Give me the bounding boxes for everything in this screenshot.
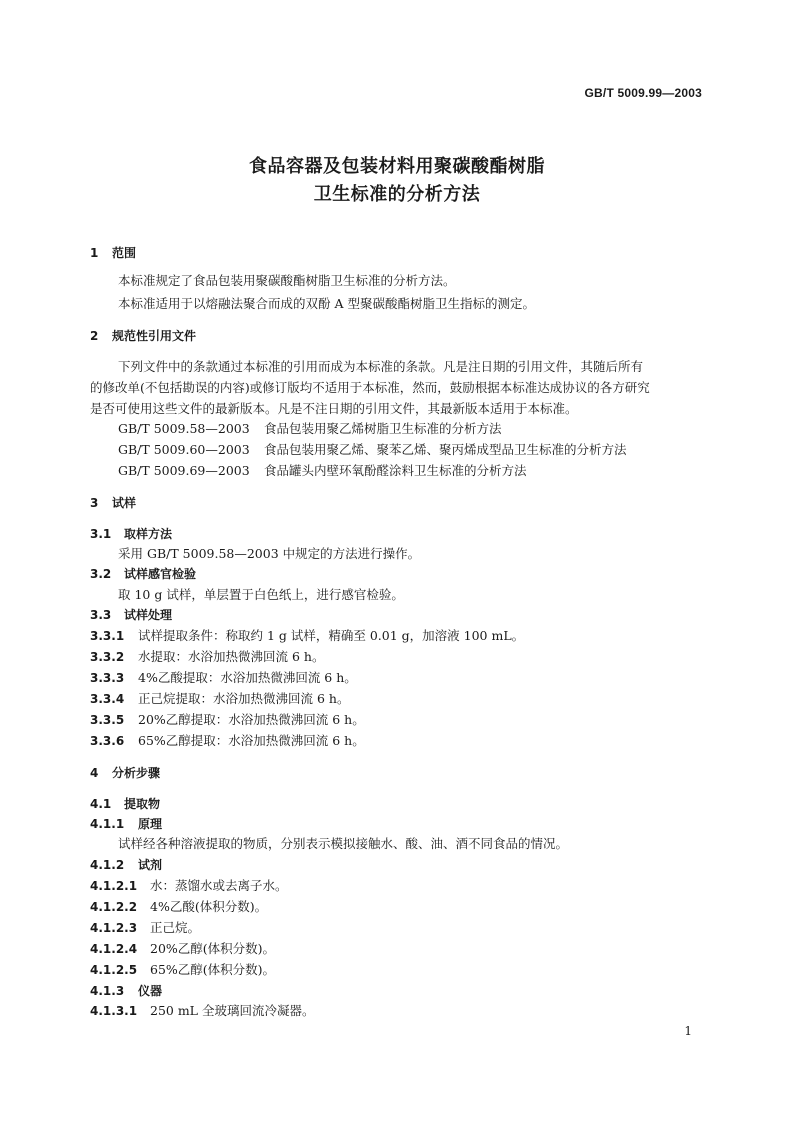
clause-number: 4.1.2.2 <box>90 900 138 914</box>
clause-text: 正己烷提取：水浴加热微沸回流 6 h。 <box>138 691 350 706</box>
reference-item <box>118 463 527 479</box>
document-title-line1: 食品容器及包装材料用聚碳酸酯树脂 <box>249 156 545 177</box>
reagent-item <box>90 899 267 915</box>
clause-number: 3.3.1 <box>90 629 125 643</box>
section-title: 规范性引用文件 <box>112 329 197 343</box>
subsection-title: 试剂 <box>138 858 163 872</box>
subsection-title: 试样感官检验 <box>124 567 197 581</box>
clause-number: 3.3.4 <box>90 692 125 706</box>
section-number: 1 <box>90 246 99 260</box>
clause-number: 4.1.2.4 <box>90 942 138 956</box>
clause-text: 250 mL 全玻璃回流冷凝器。 <box>150 1003 315 1018</box>
clause-text: 试样提取条件：称取约 1 g 试样，精确至 0.01 g，加溶液 100 mL。 <box>138 628 525 643</box>
reference-code: GB/T 5009.69—2003 <box>118 463 250 478</box>
subsection-title: 试样处理 <box>124 608 173 622</box>
subsection-4-1-1-heading <box>90 816 162 832</box>
clause-item <box>90 628 524 644</box>
page-number: 1 <box>684 1024 692 1038</box>
standard-code: GB/T 5009.99—2003 <box>584 86 702 100</box>
subsection-number: 4.1.1 <box>90 817 125 831</box>
section-number: 2 <box>90 329 99 343</box>
clause-number: 4.1.3.1 <box>90 1004 138 1018</box>
subsection-number: 4.1 <box>90 797 112 811</box>
clause-item <box>90 691 349 707</box>
subsection-number: 3.3 <box>90 608 112 622</box>
clause-text: 水提取：水浴加热微沸回流 6 h。 <box>138 649 325 664</box>
reference-item <box>118 442 627 458</box>
section-1-heading <box>90 245 136 261</box>
paragraph: 采用 GB/T 5009.58—2003 中规定的方法进行操作。 <box>118 546 421 561</box>
paragraph-line: 是否可使用这些文件的最新版本。凡是不注日期的引用文件，其最新版本适用于本标准。 <box>90 401 578 416</box>
subsection-4-1-3-heading <box>90 983 162 999</box>
reagent-item <box>90 920 200 936</box>
reagent-item <box>90 941 275 957</box>
section-4-heading <box>90 765 160 781</box>
clause-item <box>90 733 365 749</box>
subsection-number: 3.2 <box>90 567 112 581</box>
section-title: 分析步骤 <box>112 766 161 780</box>
subsection-number: 4.1.3 <box>90 984 125 998</box>
section-number: 3 <box>90 496 99 510</box>
clause-number: 4.1.2.3 <box>90 921 138 935</box>
clause-text: 20%乙醇提取：水浴加热微沸回流 6 h。 <box>138 712 365 727</box>
paragraph: 本标准规定了食品包装用聚碳酸酯树脂卫生标准的分析方法。 <box>118 273 456 288</box>
paragraph: 取 10 g 试样，单层置于白色纸上，进行感官检验。 <box>118 587 404 602</box>
clause-number: 3.3.6 <box>90 734 125 748</box>
clause-text: 20%乙醇(体积分数)。 <box>150 941 276 956</box>
section-title: 范围 <box>112 246 137 260</box>
clause-number: 3.3.3 <box>90 671 125 685</box>
subsection-title: 仪器 <box>138 984 163 998</box>
subsection-title: 提取物 <box>124 797 161 811</box>
clause-text: 65%乙醇(体积分数)。 <box>150 962 276 977</box>
reference-code: GB/T 5009.58—2003 <box>118 421 250 436</box>
section-3-heading <box>90 495 136 511</box>
reference-title: 食品罐头内壁环氧酚醛涂料卫生标准的分析方法 <box>264 463 527 478</box>
clause-item <box>90 712 365 728</box>
document-title-line2: 卫生标准的分析方法 <box>313 184 481 205</box>
subsection-3-1-heading <box>90 526 172 542</box>
reference-code: GB/T 5009.60—2003 <box>118 442 250 457</box>
reference-title: 食品包装用聚乙烯树脂卫生标准的分析方法 <box>264 421 502 436</box>
paragraph: 本标准适用于以熔融法聚合而成的双酚 A 型聚碳酸酯树脂卫生指标的测定。 <box>118 296 535 311</box>
clause-text: 4%乙酸提取：水浴加热微沸回流 6 h。 <box>138 670 357 685</box>
section-number: 4 <box>90 766 99 780</box>
clause-item <box>90 670 357 686</box>
paragraph: 试样经各种溶液提取的物质，分别表示模拟接触水、酸、油、酒不同食品的情况。 <box>118 836 569 851</box>
subsection-4-1-heading <box>90 796 160 812</box>
paragraph-line: 的修改单(不包括勘误的内容)或修订版均不适用于本标准，然而，鼓励根据本标准达成协议的各方研究 <box>90 380 650 395</box>
clause-text: 4%乙酸(体积分数)。 <box>150 899 268 914</box>
reference-item <box>118 421 502 437</box>
subsection-3-2-heading <box>90 566 196 582</box>
subsection-number: 4.1.2 <box>90 858 125 872</box>
clause-number: 4.1.2.1 <box>90 879 138 893</box>
reagent-item <box>90 878 288 894</box>
subsection-3-3-heading <box>90 607 172 623</box>
paragraph-line: 下列文件中的条款通过本标准的引用而成为本标准的条款。凡是注日期的引用文件，其随后所有 <box>118 359 644 374</box>
subsection-title: 取样方法 <box>124 527 173 541</box>
clause-number: 3.3.2 <box>90 650 125 664</box>
reagent-item <box>90 962 275 978</box>
section-2-heading <box>90 328 196 344</box>
clause-item <box>90 649 324 665</box>
clause-item <box>90 1003 314 1019</box>
clause-text: 正己烷。 <box>150 920 201 935</box>
clause-number: 3.3.5 <box>90 713 125 727</box>
clause-text: 65%乙醇提取：水浴加热微沸回流 6 h。 <box>138 733 365 748</box>
subsection-number: 3.1 <box>90 527 112 541</box>
clause-number: 4.1.2.5 <box>90 963 138 977</box>
subsection-4-1-2-heading <box>90 857 162 873</box>
section-title: 试样 <box>112 496 137 510</box>
subsection-title: 原理 <box>138 817 163 831</box>
reference-title: 食品包装用聚乙烯、聚苯乙烯、聚丙烯成型品卫生标准的分析方法 <box>264 442 627 457</box>
clause-text: 水：蒸馏水或去离子水。 <box>150 878 288 893</box>
